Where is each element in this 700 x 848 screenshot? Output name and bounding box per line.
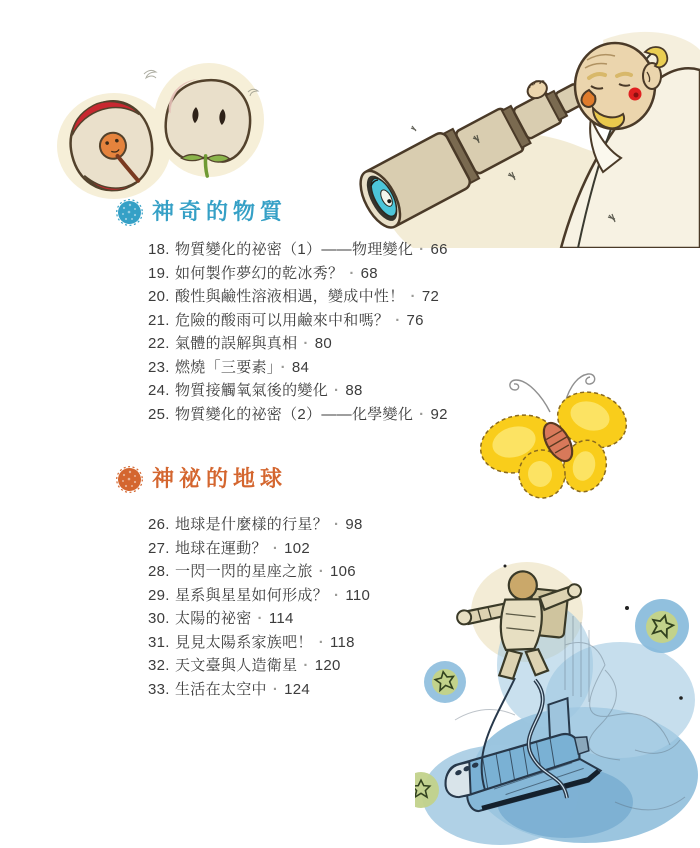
entry-title: 見見太陽系家族吧！ [175, 633, 313, 651]
entry-title: 危險的酸雨可以用鹼來中和嗎？ [175, 311, 390, 329]
entry-page: 92 [430, 405, 448, 423]
entry-page: 114 [268, 610, 294, 627]
entry-page: 88 [345, 382, 363, 399]
entry-title: 物質接觸氧氣後的變化 [175, 382, 329, 399]
entry-number: 19. [148, 264, 170, 282]
section-heading [116, 197, 448, 227]
entry-page: 118 [330, 633, 355, 651]
dot-separator: · [419, 241, 425, 258]
dot-separator: · [272, 680, 279, 698]
entry-number: 30. [148, 610, 170, 627]
section-heading [116, 464, 370, 494]
entry-title: 太陽的祕密 [175, 610, 252, 627]
entry-title: 燃燒「三要素」 [175, 358, 275, 376]
dot-separator: · [303, 335, 309, 352]
star-blob [424, 661, 466, 703]
toc-entry [148, 607, 370, 631]
toc-entry [148, 654, 370, 678]
toc-entry [148, 584, 370, 608]
entry-page: 80 [314, 335, 332, 352]
dot-separator: · [410, 288, 416, 305]
entry-number: 20. [148, 288, 170, 305]
entry-number: 18. [148, 241, 170, 258]
dot-separator: · [334, 516, 340, 533]
entry-title: 酸性與鹼性溶液相遇，變成中性！ [175, 288, 405, 305]
toc-entry [148, 560, 370, 584]
entry-title: 物質變化的祕密（1）——物理變化 [175, 241, 414, 258]
entry-number: 28. [148, 563, 170, 580]
dot-separator: · [280, 358, 286, 376]
toc-entry [148, 379, 448, 403]
butterfly-illustration [472, 366, 644, 502]
entry-number: 33. [148, 680, 170, 698]
entry-number: 21. [148, 311, 170, 329]
entry-title: 星系與星星如何形成？ [175, 586, 329, 604]
toc-entry [148, 537, 370, 561]
entry-number: 25. [148, 405, 170, 423]
star-blob [635, 599, 689, 653]
entry-page: 72 [421, 288, 440, 305]
dot-separator: · [334, 382, 340, 399]
toc-entry [148, 309, 448, 333]
entry-number: 31. [148, 633, 170, 651]
toc-list [148, 513, 370, 701]
entry-page: 102 [284, 539, 311, 557]
toc-entry [148, 513, 370, 537]
entry-title: 一閃一閃的星座之旅 [175, 563, 313, 580]
dot-separator: · [303, 657, 309, 674]
entry-title: 如何製作夢幻的乾冰秀？ [175, 264, 344, 282]
orange-seal-icon [116, 466, 143, 493]
toc-entry [148, 356, 448, 380]
entry-page: 98 [345, 516, 363, 533]
dot-separator: · [334, 586, 340, 604]
entry-title: 天文臺與人造衛星 [175, 657, 298, 674]
entry-page: 120 [314, 657, 341, 674]
apple-halves-illustration [52, 56, 276, 204]
entry-page: 106 [330, 563, 356, 580]
dot-separator: · [318, 563, 324, 580]
entry-number: 32. [148, 657, 170, 674]
entry-page: 76 [406, 311, 424, 329]
section-mysterious-earth [116, 464, 370, 701]
dot-separator: · [395, 311, 401, 329]
entry-title: 氣體的誤解與真相 [175, 335, 298, 352]
toc-entry [148, 262, 448, 286]
dot-separator: · [257, 610, 263, 627]
entry-page: 66 [430, 241, 448, 258]
section-magical-matter [116, 197, 448, 426]
toc-entry [148, 332, 448, 356]
blue-seal-icon [116, 199, 143, 226]
entry-title: 地球在運動？ [175, 539, 267, 557]
toc-entry [148, 631, 370, 655]
dot-separator: · [419, 405, 425, 423]
entry-title: 地球是什麼樣的行星？ [175, 516, 329, 533]
entry-number: 23. [148, 358, 170, 376]
entry-title: 物質變化的祕密（2）——化學變化 [175, 405, 414, 423]
section-title: 神奇的物質 [152, 199, 288, 224]
entry-number: 27. [148, 539, 170, 557]
section-title: 神祕的地球 [152, 466, 288, 491]
entry-number: 26. [148, 516, 170, 533]
entry-page: 68 [360, 264, 378, 282]
entry-number: 24. [148, 382, 170, 399]
dot-separator: · [349, 264, 355, 282]
entry-number: 29. [148, 586, 170, 604]
toc-entry [148, 678, 370, 702]
astronaut-shuttle-illustration [415, 550, 700, 846]
entry-number: 22. [148, 335, 170, 352]
toc-entry [148, 238, 448, 262]
toc-entry [148, 403, 448, 427]
toc-list [148, 238, 448, 426]
entry-title: 生活在太空中 [175, 680, 267, 698]
entry-page: 110 [345, 586, 371, 604]
toc-entry [148, 285, 448, 309]
entry-page: 124 [284, 680, 311, 698]
dot-separator: · [318, 633, 324, 651]
entry-page: 84 [291, 358, 310, 376]
dot-separator: · [272, 539, 279, 557]
